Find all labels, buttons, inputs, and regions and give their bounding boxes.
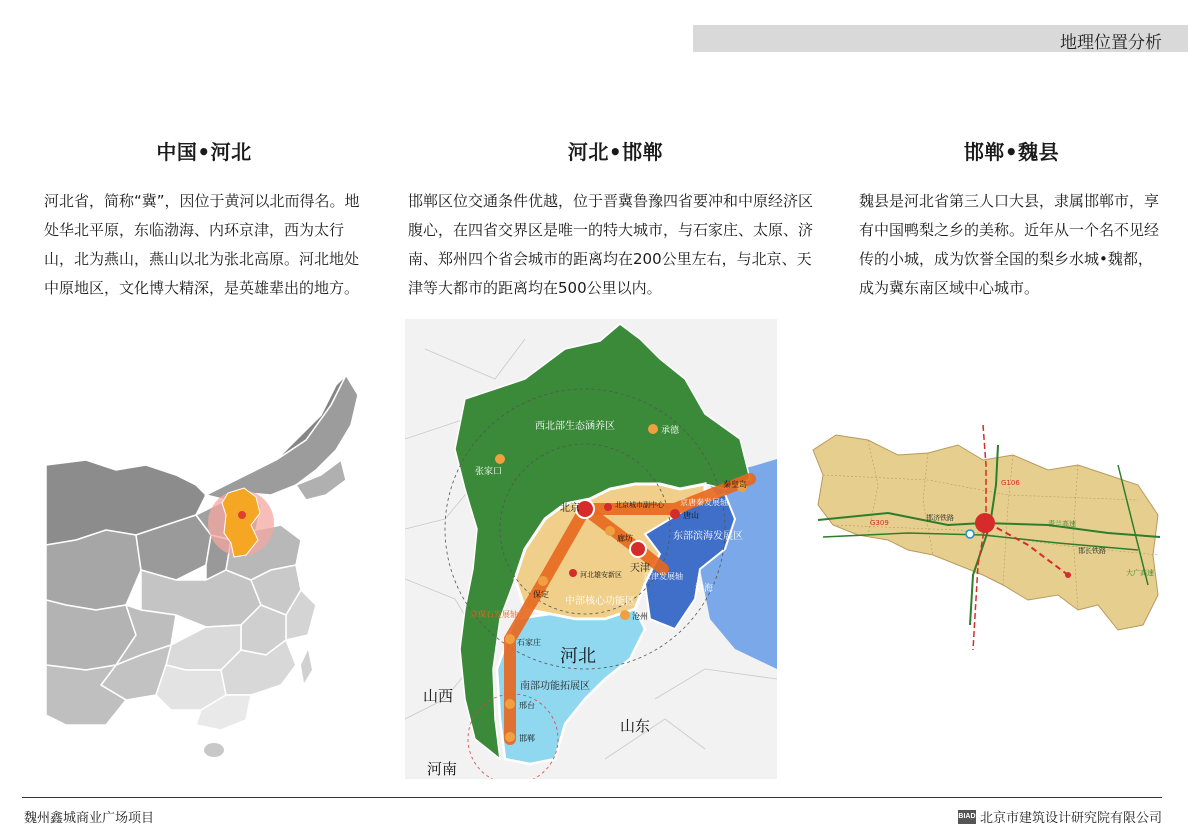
footer-project-name: 魏州鑫城商业广场项目 [24, 811, 155, 826]
zone-label-south: 南部功能拓展区 [520, 681, 590, 692]
chengde-marker [648, 424, 658, 434]
zone-label-east: 东部滨海发展区 [673, 531, 743, 542]
city-label-tangshan: 唐山 [683, 511, 699, 520]
xiongan-marker [569, 569, 577, 577]
tianjin-marker [630, 541, 646, 557]
city-label-langfang: 廊坊 [617, 534, 633, 543]
city-label-cangzhou: 沧州 [632, 612, 648, 621]
footer-divider [22, 797, 1162, 798]
town-marker [1065, 572, 1071, 578]
city-label-handan: 邯郸 [519, 734, 535, 743]
hainan-island [204, 743, 224, 757]
footer-company-name: 北京市建筑设计研究院有限公司 [979, 811, 1162, 826]
axis-label-jingjin: 京津发展轴 [643, 572, 683, 581]
region-label-shandong: 山东 [620, 717, 651, 735]
label-railway-handai: 邯长铁路 [1078, 547, 1106, 555]
city-label-beijing: 北京 [560, 503, 580, 514]
baoding-marker [538, 576, 548, 586]
page-title: 地理位置分析 [1060, 33, 1162, 53]
hebei-planning-map [405, 319, 777, 779]
weixian-center-marker [975, 513, 995, 533]
shijiazhuang-marker [505, 634, 515, 644]
column-text: 河北省，简称“冀”，因位于黄河以北而得名。地处华北平原，东临渤海、内环京津，西为太行山，北为燕山，燕山以北为张北高原。河北地处中原地区，文化博大精深，是英雄辈出的地方。 [44, 192, 360, 297]
city-label-chengde: 承德 [661, 426, 680, 436]
city-label-xiongan: 河北雄安新区 [580, 571, 622, 579]
china-map [46, 365, 364, 765]
xingtai-marker [505, 699, 515, 709]
city-label-xingtai: 邢台 [519, 701, 535, 710]
region-label-henan: 河南 [427, 760, 458, 778]
city-label-subcenter: 北京城市副中心 [615, 501, 664, 509]
footer-company [958, 807, 1162, 826]
axis-label-jingtang: 京唐秦发展轴 [680, 498, 728, 507]
column-hebei-handan [408, 136, 823, 303]
langfang-marker [605, 526, 615, 536]
tangshan-marker [670, 509, 680, 519]
label-expressway-damin: 大广高速 [1126, 569, 1154, 577]
column-handan-weixian [859, 136, 1164, 303]
city-label-shijiazhuang: 石家庄 [517, 638, 541, 647]
column-title: 河北•邯郸 [567, 140, 664, 164]
zone-label-northwest: 西北部生态涵养区 [535, 421, 615, 432]
region-label-shanxi: 山西 [423, 687, 454, 705]
subcenter-marker [604, 503, 612, 511]
axis-label-jingbaoshi: 京保石发展轴 [470, 610, 518, 619]
road-label-g309: G309 [870, 519, 889, 527]
zone-label-central: 中部核心功能区 [565, 596, 635, 607]
beijing-marker [238, 511, 246, 519]
column-title: 中国•河北 [156, 140, 252, 164]
column-title: 邯郸•魏县 [963, 140, 1060, 164]
header-bar [693, 25, 1188, 52]
biad-logo-icon: BIAD [958, 810, 976, 824]
city-label-zhangjiakou: 张家口 [475, 467, 503, 477]
zhangjiakou-marker [495, 454, 505, 464]
weixian-county-map [808, 425, 1161, 650]
city-label-tianjin: 天津 [630, 563, 650, 574]
column-china-hebei [44, 136, 364, 303]
label-expressway-qinglan: 青兰高速 [1048, 520, 1076, 528]
region-label-bohai: 渤海 [695, 584, 714, 594]
taiwan-island [301, 650, 312, 683]
label-railway-handji: 邯济铁路 [926, 514, 954, 522]
city-label-qinhuangdao: 秦皇岛 [723, 480, 747, 489]
column-text: 邯郸区位交通条件优越，位于晋冀鲁豫四省要冲和中原经济区腹心，在四省交界区是唯一的特大城市，与石家庄、太原、济南、郑州四个省会城市的距离均在200公里左右，与北京、天津等大都市的距离均在500公里以内。 [408, 192, 814, 297]
region-label-hebei: 河北 [560, 646, 596, 667]
cangzhou-marker [620, 610, 630, 620]
handan-marker [505, 732, 515, 742]
column-text: 魏县是河北省第三人口大县，隶属邯郸市，享有中国鸭梨之乡的美称。近年从一个名不见经传的小城，成为饮誉全国的梨乡水城•魏都，成为冀东南区域中心城市。 [859, 192, 1160, 297]
road-label-g106: G106 [1001, 479, 1020, 487]
city-label-baoding: 保定 [533, 590, 549, 599]
station-marker [966, 530, 974, 538]
